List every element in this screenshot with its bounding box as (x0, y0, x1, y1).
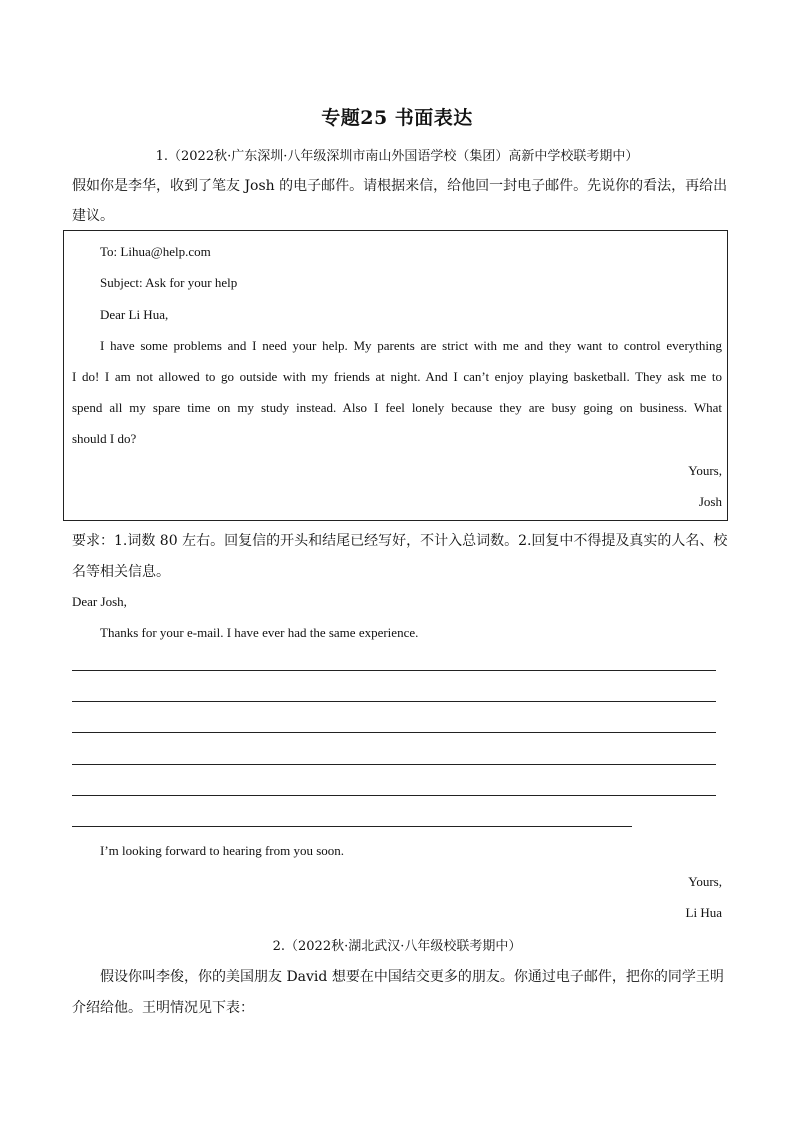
reply-closing: Yours, (688, 874, 722, 889)
reply-opening: Thanks for your e-mail. I have ever had the same experience. (100, 625, 419, 640)
answer-line-1 (72, 670, 716, 671)
answer-line-5 (72, 795, 716, 796)
email-body-line-3: spend all my spare time on my study instead. Also I feel lonely because they are busy going on business. What (72, 400, 722, 415)
requirements-line-1: 要求：1.词数 80 左右。回复信的开头和结尾已经写好，不计入总词数。2.回复中不得提及真实的人名、校 (72, 533, 728, 549)
email-body-line-4: should I do? (72, 431, 137, 446)
answer-line-6 (72, 826, 632, 827)
email-greeting: Dear Li Hua, (100, 307, 169, 322)
question-2-source: 2.（2022秋·湖北武汉·八年级校联考期中） (272, 939, 522, 954)
email-body-line-1: I have some problems and I need your help. My parents are strict with me and they want to control everything (100, 338, 722, 353)
answer-line-4 (72, 764, 716, 765)
question-1-source: 1.（2022秋·广东深圳·八年级深圳市南山外国语学校（集团）高新中学校联考期中） (155, 149, 639, 164)
email-signature: Josh (698, 494, 722, 509)
reply-greeting: Dear Josh, (72, 594, 127, 609)
reply-signature: Li Hua (685, 905, 722, 920)
email-closing: Yours, (688, 463, 722, 478)
requirements-line-2: 名等相关信息。 (72, 564, 170, 580)
answer-line-2 (72, 701, 716, 702)
email-subject: Subject: Ask for your help (100, 275, 238, 290)
email-body-line-2: I do! I am not allowed to go outside with my friends at night. And I can’t enjoy playing basketball. They ask me to (72, 369, 722, 384)
question-2-prompt-line-1: 假设你叫李俊，你的美国朋友 David 想要在中国结交更多的朋友。你通过电子邮件，把你的同学王明 (100, 969, 724, 985)
answer-line-3 (72, 732, 716, 733)
reply-ending: I’m looking forward to hearing from you soon. (100, 843, 345, 858)
question-1-prompt-line-1: 假如你是李华，收到了笔友 Josh 的电子邮件。请根据来信，给他回一封电子邮件。先说你的看法，再给出 (72, 178, 728, 194)
email-to: To: Lihua@help.com (100, 244, 211, 259)
page-title: 专题25 书面表达 (321, 107, 473, 129)
question-2-prompt-line-2: 介绍给他。王明情况见下表： (72, 1000, 254, 1016)
question-1-prompt-line-2: 建议。 (72, 208, 114, 224)
